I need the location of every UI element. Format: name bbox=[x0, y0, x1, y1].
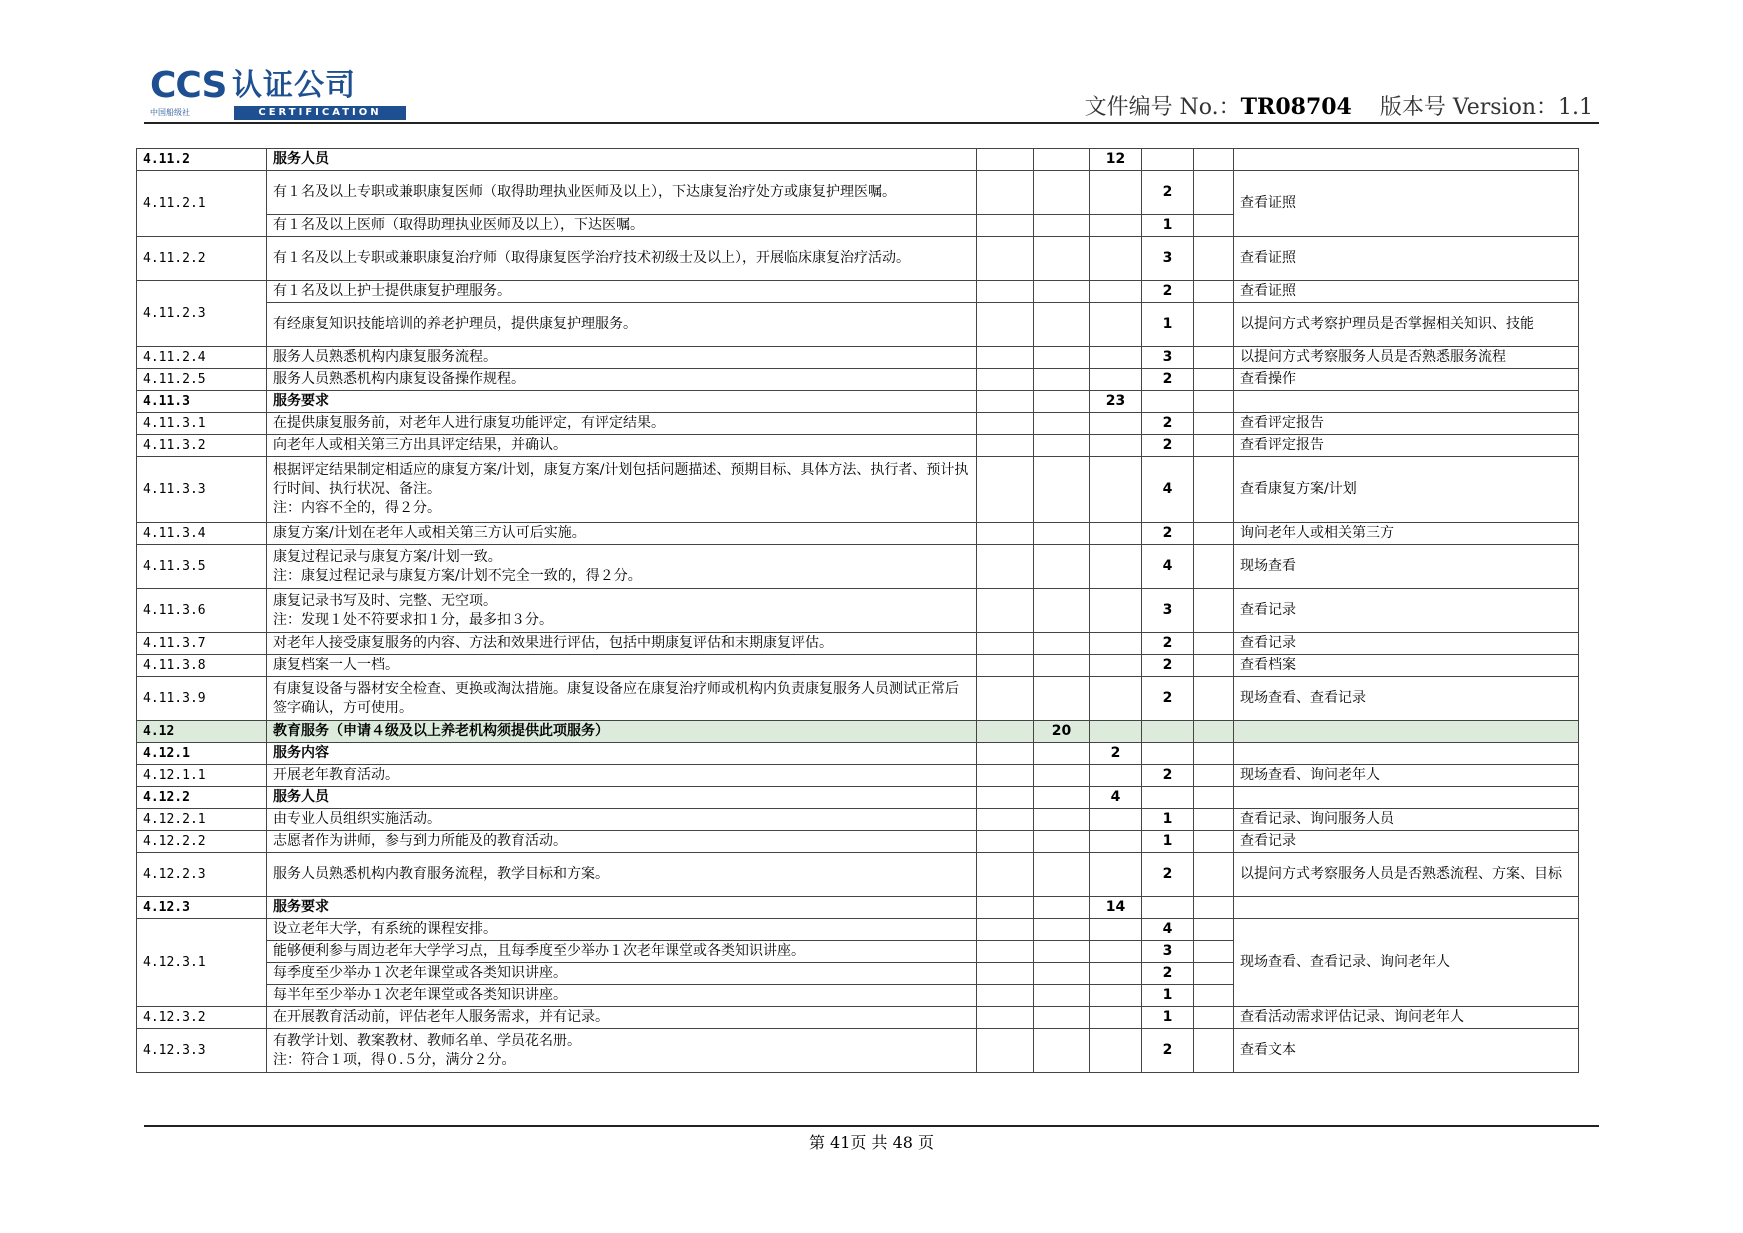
col-sub-score bbox=[1090, 523, 1142, 545]
col-item-score: 1 bbox=[1142, 809, 1194, 831]
col-item-score: 2 bbox=[1142, 677, 1194, 721]
clause-number: 4.12.1 bbox=[137, 743, 267, 765]
col-sub-score bbox=[1090, 171, 1142, 215]
table-row bbox=[137, 655, 1579, 677]
clause-text: 向老年人或相关第三方出具评定结果，并确认。 bbox=[267, 435, 977, 457]
col-total bbox=[977, 897, 1034, 919]
page-number: 第 41页 共 48 页 bbox=[808, 1133, 935, 1152]
clause-text: 有康复设备与器材安全检查、更换或淘汰措施。康复设备应在康复治疗师或机构内负责康复服务人员测试正常后签字确认，方可使用。 bbox=[267, 677, 977, 721]
col-sub-score: 12 bbox=[1090, 149, 1142, 171]
assessment-method: 以提问方式考察服务人员是否熟悉服务流程 bbox=[1234, 347, 1579, 369]
col-item-score: 2 bbox=[1142, 281, 1194, 303]
col-item-score: 2 bbox=[1142, 369, 1194, 391]
col-sub-score bbox=[1090, 1007, 1142, 1029]
col-sub-score: 4 bbox=[1090, 787, 1142, 809]
clause-number: 4.12.3.2 bbox=[137, 1007, 267, 1029]
col-item-score: 3 bbox=[1142, 941, 1194, 963]
clause-number: 4.12.3.3 bbox=[137, 1029, 267, 1073]
clause-text: 由专业人员组织实施活动。 bbox=[267, 809, 977, 831]
assessment-method: 以提问方式考察服务人员是否熟悉流程、方案、目标 bbox=[1234, 853, 1579, 897]
clause-text: 服务要求 bbox=[267, 391, 977, 413]
col-total bbox=[977, 743, 1034, 765]
version-label: 版本号 Version： bbox=[1379, 95, 1558, 120]
clause-number: 4.12.3 bbox=[137, 897, 267, 919]
col-total bbox=[977, 589, 1034, 633]
clause-number: 4.11.3.4 bbox=[137, 523, 267, 545]
table-row bbox=[137, 765, 1579, 787]
col-total bbox=[977, 413, 1034, 435]
assessment-method: 现场查看 bbox=[1234, 545, 1579, 589]
col-actual bbox=[1194, 985, 1234, 1007]
col-sub-score bbox=[1090, 963, 1142, 985]
col-section-score bbox=[1034, 985, 1090, 1007]
col-total bbox=[977, 963, 1034, 985]
col-total bbox=[977, 149, 1034, 171]
col-item-score bbox=[1142, 721, 1194, 743]
col-actual bbox=[1194, 149, 1234, 171]
col-sub-score bbox=[1090, 347, 1142, 369]
col-sub-score bbox=[1090, 1029, 1142, 1073]
clause-text: 有１名及以上专职或兼职康复治疗师（取得康复医学治疗技术初级士及以上），开展临床康复治疗活动。 bbox=[267, 237, 977, 281]
assessment-method bbox=[1234, 721, 1579, 743]
col-total bbox=[977, 237, 1034, 281]
col-actual bbox=[1194, 787, 1234, 809]
col-section-score bbox=[1034, 633, 1090, 655]
col-item-score: 1 bbox=[1142, 303, 1194, 347]
col-item-score: 2 bbox=[1142, 963, 1194, 985]
col-item-score: 2 bbox=[1142, 655, 1194, 677]
clause-number: 4.11.3.2 bbox=[137, 435, 267, 457]
col-actual bbox=[1194, 281, 1234, 303]
table-row bbox=[137, 391, 1579, 413]
col-sub-score bbox=[1090, 831, 1142, 853]
logo-cn: 认证公司 bbox=[232, 68, 356, 103]
table-row bbox=[137, 281, 1579, 303]
clause-number: 4.11.3.3 bbox=[137, 457, 267, 523]
col-sub-score bbox=[1090, 457, 1142, 523]
col-section-score bbox=[1034, 677, 1090, 721]
logo-en: CERTIFICATION bbox=[234, 106, 406, 120]
col-section-score bbox=[1034, 655, 1090, 677]
clause-text: 服务人员熟悉机构内康复服务流程。 bbox=[267, 347, 977, 369]
assessment-method bbox=[1234, 897, 1579, 919]
col-item-score: 1 bbox=[1142, 985, 1194, 1007]
table-row bbox=[137, 831, 1579, 853]
table-row bbox=[137, 589, 1579, 633]
col-actual bbox=[1194, 809, 1234, 831]
col-item-score bbox=[1142, 391, 1194, 413]
table-row bbox=[137, 457, 1579, 523]
col-total bbox=[977, 303, 1034, 347]
col-actual bbox=[1194, 523, 1234, 545]
col-actual bbox=[1194, 963, 1234, 985]
col-section-score bbox=[1034, 281, 1090, 303]
clause-text: 设立老年大学，有系统的课程安排。 bbox=[267, 919, 977, 941]
col-sub-score bbox=[1090, 369, 1142, 391]
col-section-score bbox=[1034, 589, 1090, 633]
clause-number: 4.11.2.5 bbox=[137, 369, 267, 391]
assessment-method: 查看记录 bbox=[1234, 831, 1579, 853]
assessment-method: 查看记录、询问服务人员 bbox=[1234, 809, 1579, 831]
clause-text: 服务人员 bbox=[267, 787, 977, 809]
col-item-score: 2 bbox=[1142, 435, 1194, 457]
clause-number: 4.11.3.6 bbox=[137, 589, 267, 633]
col-total bbox=[977, 369, 1034, 391]
col-total bbox=[977, 457, 1034, 523]
col-section-score bbox=[1034, 347, 1090, 369]
assessment-method: 查看记录 bbox=[1234, 633, 1579, 655]
clause-number: 4.11.3 bbox=[137, 391, 267, 413]
col-item-score: 2 bbox=[1142, 765, 1194, 787]
col-total bbox=[977, 941, 1034, 963]
assessment-method: 现场查看、查看记录 bbox=[1234, 677, 1579, 721]
col-section-score bbox=[1034, 765, 1090, 787]
col-sub-score bbox=[1090, 545, 1142, 589]
table-row bbox=[137, 413, 1579, 435]
col-section-score: 20 bbox=[1034, 721, 1090, 743]
table-row bbox=[137, 237, 1579, 281]
col-total bbox=[977, 985, 1034, 1007]
col-actual bbox=[1194, 303, 1234, 347]
col-total bbox=[977, 809, 1034, 831]
assessment-method: 查看评定报告 bbox=[1234, 435, 1579, 457]
col-section-score bbox=[1034, 457, 1090, 523]
col-sub-score: 14 bbox=[1090, 897, 1142, 919]
footer-rule bbox=[144, 1125, 1599, 1127]
col-actual bbox=[1194, 655, 1234, 677]
clause-text: 在开展教育活动前，评估老年人服务需求，并有记录。 bbox=[267, 1007, 977, 1029]
clause-number: 4.11.3.7 bbox=[137, 633, 267, 655]
col-sub-score bbox=[1090, 941, 1142, 963]
table-row bbox=[137, 149, 1579, 171]
assessment-method bbox=[1234, 787, 1579, 809]
col-total bbox=[977, 787, 1034, 809]
col-section-score bbox=[1034, 963, 1090, 985]
col-sub-score bbox=[1090, 303, 1142, 347]
col-total bbox=[977, 765, 1034, 787]
table-row bbox=[137, 897, 1579, 919]
clause-text: 有教学计划、教案教材、教师名单、学员花名册。 注：符合１项，得０.５分，满分２分。 bbox=[267, 1029, 977, 1073]
clause-number: 4.11.2.2 bbox=[137, 237, 267, 281]
assessment-method: 查看文本 bbox=[1234, 1029, 1579, 1073]
col-total bbox=[977, 545, 1034, 589]
col-actual bbox=[1194, 413, 1234, 435]
col-total bbox=[977, 633, 1034, 655]
clause-number: 4.11.2 bbox=[137, 149, 267, 171]
col-item-score: 2 bbox=[1142, 1029, 1194, 1073]
col-total bbox=[977, 831, 1034, 853]
assessment-method: 查看记录 bbox=[1234, 589, 1579, 633]
assessment-method: 以提问方式考察护理员是否掌握相关知识、技能 bbox=[1234, 303, 1579, 347]
clause-text: 服务要求 bbox=[267, 897, 977, 919]
col-actual bbox=[1194, 215, 1234, 237]
col-actual bbox=[1194, 897, 1234, 919]
clause-number: 4.12.2.1 bbox=[137, 809, 267, 831]
doc-label: 文件编号 No.： bbox=[1084, 95, 1241, 120]
table-row bbox=[137, 545, 1579, 589]
col-sub-score bbox=[1090, 809, 1142, 831]
clause-text: 有１名及以上专职或兼职康复医师（取得助理执业医师及以上），下达康复治疗处方或康复护理医嘱。 bbox=[267, 171, 977, 215]
table-row bbox=[137, 523, 1579, 545]
col-actual bbox=[1194, 941, 1234, 963]
table-row bbox=[137, 633, 1579, 655]
doc-no: TR08704 bbox=[1240, 94, 1352, 120]
assessment-method bbox=[1234, 391, 1579, 413]
col-actual bbox=[1194, 919, 1234, 941]
clause-text: 每季度至少举办１次老年课堂或各类知识讲座。 bbox=[267, 963, 977, 985]
clause-text: 能够便利参与周边老年大学学习点，且每季度至少举办１次老年课堂或各类知识讲座。 bbox=[267, 941, 977, 963]
col-total bbox=[977, 215, 1034, 237]
assessment-method: 查看操作 bbox=[1234, 369, 1579, 391]
clause-number: 4.11.3.1 bbox=[137, 413, 267, 435]
assessment-method: 查看证照 bbox=[1234, 281, 1579, 303]
col-total bbox=[977, 919, 1034, 941]
col-sub-score bbox=[1090, 919, 1142, 941]
col-item-score: 2 bbox=[1142, 633, 1194, 655]
col-sub-score bbox=[1090, 985, 1142, 1007]
col-item-score: 2 bbox=[1142, 413, 1194, 435]
col-total bbox=[977, 853, 1034, 897]
clause-text: 开展老年教育活动。 bbox=[267, 765, 977, 787]
assessment-method: 现场查看、询问老年人 bbox=[1234, 765, 1579, 787]
col-section-score bbox=[1034, 743, 1090, 765]
assessment-method: 询问老年人或相关第三方 bbox=[1234, 523, 1579, 545]
col-section-score bbox=[1034, 941, 1090, 963]
col-actual bbox=[1194, 457, 1234, 523]
col-section-score bbox=[1034, 369, 1090, 391]
clause-text: 康复方案/计划在老年人或相关第三方认可后实施。 bbox=[267, 523, 977, 545]
table-row bbox=[137, 303, 1579, 347]
col-item-score: 2 bbox=[1142, 523, 1194, 545]
clause-number: 4.11.3.9 bbox=[137, 677, 267, 721]
clause-number: 4.12.1.1 bbox=[137, 765, 267, 787]
table-row bbox=[137, 853, 1579, 897]
col-total bbox=[977, 391, 1034, 413]
col-actual bbox=[1194, 589, 1234, 633]
clause-number: 4.11.2.3 bbox=[137, 281, 267, 347]
col-total bbox=[977, 677, 1034, 721]
col-actual bbox=[1194, 633, 1234, 655]
col-actual bbox=[1194, 347, 1234, 369]
col-item-score: 4 bbox=[1142, 919, 1194, 941]
col-sub-score: 23 bbox=[1090, 391, 1142, 413]
col-section-score bbox=[1034, 853, 1090, 897]
header-rule bbox=[144, 122, 1599, 124]
col-section-score bbox=[1034, 391, 1090, 413]
clause-text: 服务人员 bbox=[267, 149, 977, 171]
col-section-score bbox=[1034, 897, 1090, 919]
table-row bbox=[137, 919, 1579, 941]
table-row bbox=[137, 1029, 1579, 1073]
col-actual bbox=[1194, 391, 1234, 413]
clause-text: 有经康复知识技能培训的养老护理员，提供康复护理服务。 bbox=[267, 303, 977, 347]
table-row bbox=[137, 1007, 1579, 1029]
col-item-score: 1 bbox=[1142, 215, 1194, 237]
clause-number: 4.12.3.1 bbox=[137, 919, 267, 1007]
col-actual bbox=[1194, 369, 1234, 391]
clause-text: 康复过程记录与康复方案/计划一致。 注：康复过程记录与康复方案/计划不完全一致的，得２分。 bbox=[267, 545, 977, 589]
col-sub-score bbox=[1090, 677, 1142, 721]
assessment-method bbox=[1234, 149, 1579, 171]
col-sub-score bbox=[1090, 589, 1142, 633]
assessment-table bbox=[136, 148, 1579, 1073]
col-section-score bbox=[1034, 919, 1090, 941]
col-actual bbox=[1194, 831, 1234, 853]
col-section-score bbox=[1034, 545, 1090, 589]
clause-number: 4.11.2.4 bbox=[137, 347, 267, 369]
col-sub-score: 2 bbox=[1090, 743, 1142, 765]
col-item-score bbox=[1142, 897, 1194, 919]
clause-number: 4.11.3.5 bbox=[137, 545, 267, 589]
table-row bbox=[137, 171, 1579, 215]
col-sub-score bbox=[1090, 765, 1142, 787]
col-section-score bbox=[1034, 149, 1090, 171]
col-section-score bbox=[1034, 413, 1090, 435]
assessment-method: 查看活动需求评估记录、询问老年人 bbox=[1234, 1007, 1579, 1029]
col-total bbox=[977, 721, 1034, 743]
col-sub-score bbox=[1090, 853, 1142, 897]
col-item-score: 1 bbox=[1142, 831, 1194, 853]
col-item-score: 4 bbox=[1142, 457, 1194, 523]
assessment-method bbox=[1234, 743, 1579, 765]
clause-text: 在提供康复服务前，对老年人进行康复功能评定，有评定结果。 bbox=[267, 413, 977, 435]
clause-number: 4.11.3.8 bbox=[137, 655, 267, 677]
clause-text: 康复记录书写及时、完整、无空项。 注：发现１处不符要求扣１分，最多扣３分。 bbox=[267, 589, 977, 633]
col-section-score bbox=[1034, 303, 1090, 347]
clause-number: 4.12.2 bbox=[137, 787, 267, 809]
col-item-score: 3 bbox=[1142, 589, 1194, 633]
col-actual bbox=[1194, 171, 1234, 215]
clause-number: 4.11.2.1 bbox=[137, 171, 267, 237]
col-section-score bbox=[1034, 171, 1090, 215]
table-row bbox=[137, 347, 1579, 369]
col-sub-score bbox=[1090, 237, 1142, 281]
col-item-score: 3 bbox=[1142, 237, 1194, 281]
col-section-score bbox=[1034, 237, 1090, 281]
col-item-score: 4 bbox=[1142, 545, 1194, 589]
clause-number: 4.12.2.2 bbox=[137, 831, 267, 853]
col-section-score bbox=[1034, 787, 1090, 809]
col-total bbox=[977, 1029, 1034, 1073]
logo-sub: 中国船级社 bbox=[150, 108, 190, 117]
col-total bbox=[977, 1007, 1034, 1029]
col-sub-score bbox=[1090, 721, 1142, 743]
version: 1.1 bbox=[1558, 95, 1593, 120]
col-section-score bbox=[1034, 1007, 1090, 1029]
col-actual bbox=[1194, 765, 1234, 787]
col-item-score bbox=[1142, 787, 1194, 809]
col-sub-score bbox=[1090, 215, 1142, 237]
col-actual bbox=[1194, 721, 1234, 743]
table-row bbox=[137, 435, 1579, 457]
col-actual bbox=[1194, 545, 1234, 589]
clause-number: 4.12 bbox=[137, 721, 267, 743]
table-row bbox=[137, 677, 1579, 721]
col-section-score bbox=[1034, 1029, 1090, 1073]
clause-text: 教育服务（申请４级及以上养老机构须提供此项服务） bbox=[267, 721, 977, 743]
col-section-score bbox=[1034, 831, 1090, 853]
col-section-score bbox=[1034, 435, 1090, 457]
col-actual bbox=[1194, 677, 1234, 721]
col-total bbox=[977, 435, 1034, 457]
clause-text: 根据评定结果制定相适应的康复方案/计划，康复方案/计划包括问题描述、预期目标、具体方法、执行者、预计执行时间、执行状况、备注。 注：内容不全的，得２分。 bbox=[267, 457, 977, 523]
col-actual bbox=[1194, 435, 1234, 457]
document-number bbox=[1085, 90, 1593, 121]
col-item-score: 2 bbox=[1142, 171, 1194, 215]
clause-text: 每半年至少举办１次老年课堂或各类知识讲座。 bbox=[267, 985, 977, 1007]
table-row bbox=[137, 743, 1579, 765]
col-total bbox=[977, 523, 1034, 545]
col-item-score: 3 bbox=[1142, 347, 1194, 369]
table-row bbox=[137, 721, 1579, 743]
col-total bbox=[977, 347, 1034, 369]
assessment-method: 查看康复方案/计划 bbox=[1234, 457, 1579, 523]
col-actual bbox=[1194, 1007, 1234, 1029]
col-section-score bbox=[1034, 215, 1090, 237]
col-sub-score bbox=[1090, 435, 1142, 457]
clause-text: 志愿者作为讲师，参与到力所能及的教育活动。 bbox=[267, 831, 977, 853]
clause-text: 服务人员熟悉机构内教育服务流程，教学目标和方案。 bbox=[267, 853, 977, 897]
logo-ccs: CCS bbox=[150, 65, 227, 106]
col-section-score bbox=[1034, 523, 1090, 545]
col-total bbox=[977, 281, 1034, 303]
col-actual bbox=[1194, 1029, 1234, 1073]
col-item-score: 1 bbox=[1142, 1007, 1194, 1029]
col-total bbox=[977, 655, 1034, 677]
col-actual bbox=[1194, 237, 1234, 281]
col-section-score bbox=[1034, 809, 1090, 831]
col-sub-score bbox=[1090, 281, 1142, 303]
clause-text: 对老年人接受康复服务的内容、方法和效果进行评估，包括中期康复评估和末期康复评估。 bbox=[267, 633, 977, 655]
clause-number: 4.12.2.3 bbox=[137, 853, 267, 897]
table-row bbox=[137, 369, 1579, 391]
clause-text: 康复档案一人一档。 bbox=[267, 655, 977, 677]
col-sub-score bbox=[1090, 633, 1142, 655]
col-sub-score bbox=[1090, 655, 1142, 677]
assessment-method: 现场查看、查看记录、询问老年人 bbox=[1234, 919, 1579, 1007]
assessment-method: 查看证照 bbox=[1234, 171, 1579, 237]
clause-text: 有１名及以上护士提供康复护理服务。 bbox=[267, 281, 977, 303]
col-sub-score bbox=[1090, 413, 1142, 435]
col-item-score bbox=[1142, 149, 1194, 171]
assessment-method: 查看评定报告 bbox=[1234, 413, 1579, 435]
col-actual bbox=[1194, 743, 1234, 765]
clause-text: 有１名及以上医师（取得助理执业医师及以上），下达医嘱。 bbox=[267, 215, 977, 237]
table-row bbox=[137, 787, 1579, 809]
clause-text: 服务内容 bbox=[267, 743, 977, 765]
col-actual bbox=[1194, 853, 1234, 897]
assessment-method: 查看档案 bbox=[1234, 655, 1579, 677]
clause-text: 服务人员熟悉机构内康复设备操作规程。 bbox=[267, 369, 977, 391]
col-item-score bbox=[1142, 743, 1194, 765]
ccs-certification-logo bbox=[150, 66, 406, 120]
col-item-score: 2 bbox=[1142, 853, 1194, 897]
col-total bbox=[977, 171, 1034, 215]
assessment-method: 查看证照 bbox=[1234, 237, 1579, 281]
table-row bbox=[137, 809, 1579, 831]
